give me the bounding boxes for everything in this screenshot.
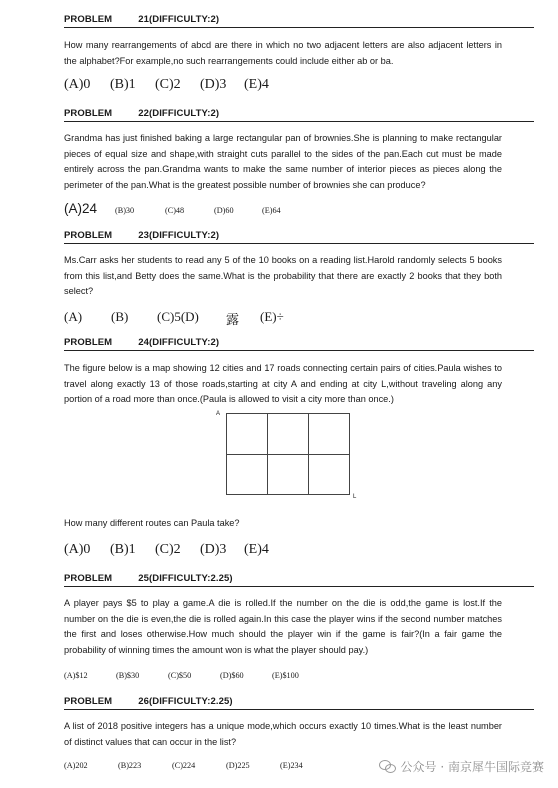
problem-label: PROBLEM <box>64 14 113 25</box>
problem-21-text: How many rearrangements of abcd are there in which no two adjacent letters are also adjacent letters in the alphabet?For example,no such rearrangements could include either ab or ba. <box>64 40 502 66</box>
choice-e: (E)$100 <box>272 671 299 680</box>
choice-c: (C)2 <box>155 542 181 557</box>
choice-e: (E)234 <box>280 761 303 770</box>
city-a-label: A <box>216 411 221 417</box>
problem-label: PROBLEM <box>64 696 113 707</box>
choice-a: (A) <box>64 309 83 324</box>
problem-24-text: The figure below is a map showing 12 cities and 17 roads connecting certain pairs of cities.Paula wishes to travel along exactly 13 of those roads,starting at city A and ending at city L,without traveling along any portion of a road more than once.(Paula is allowed to visit a city more than once.) <box>64 363 502 404</box>
problem-label: PROBLEM <box>64 573 113 584</box>
choice-e: (E)4 <box>244 542 269 557</box>
choice-c: (C)2 <box>155 77 181 92</box>
problem-26-header <box>64 696 534 710</box>
problem-number: 22(DIFFICULTY:2) <box>138 108 220 119</box>
choice-d: (D)$60 <box>220 671 244 680</box>
problem-25-header <box>64 573 534 587</box>
choice-b: (B)1 <box>110 77 136 92</box>
problem-26-text: A list of 2018 positive integers has a unique mode,which occurs exactly 10 times.What is the least number of distinct values that can occur in the list? <box>64 721 502 747</box>
choice-a: (A)0 <box>64 542 91 557</box>
choice-b: (B)223 <box>118 761 142 770</box>
choice-a: (A)$12 <box>64 671 88 680</box>
choice-c-d: (C)5(D) <box>157 309 199 324</box>
problem-23-header <box>64 230 534 244</box>
city-map-grid <box>226 413 350 495</box>
problem-label: PROBLEM <box>64 230 113 241</box>
choice-a: (A)24 <box>64 201 98 216</box>
choice-a: (A)0 <box>64 77 91 92</box>
choice-c: (C)224 <box>172 761 196 770</box>
choice-e: (E)4 <box>244 77 269 92</box>
watermark-text: 公众号 · 南京犀牛国际竞赛 <box>400 759 544 774</box>
problem-21-header <box>64 14 534 28</box>
choice-b: (B)1 <box>110 542 136 557</box>
problem-23-text: Ms.Carr asks her students to read any 5 of the 10 books on a reading list.Harold randomly selects 5 books from this list,and Betty does the same.What is the probability that there are exactly 2 books that they both select? <box>64 255 502 296</box>
choice-d: (D)225 <box>226 761 250 770</box>
choice-b: (B)$30 <box>116 671 140 680</box>
choice-a: (A)202 <box>64 761 88 770</box>
choice-e: (E)÷ <box>260 309 284 324</box>
problem-22-header <box>64 108 534 122</box>
wechat-icon <box>379 759 397 773</box>
problem-number: 25(DIFFICULTY:2.25) <box>138 573 233 584</box>
choice-d-glyph: 露 <box>226 312 240 327</box>
city-l-label: L <box>353 494 357 500</box>
problem-24-question: How many different routes can Paula take? <box>64 518 240 528</box>
choice-b: (B)30 <box>115 206 135 215</box>
choice-e: (E)64 <box>262 206 281 215</box>
problem-number: 24(DIFFICULTY:2) <box>138 337 220 348</box>
problem-22-text: Grandma has just finished baking a large rectangular pan of brownies.She is planning to make rectangular pieces of equal size and shape,with straight cuts parallel to the sides of the pan.Each cut must be made entirely across the pan.Grandma wants to make the same number of interior pieces as pieces along the perimeter of the pan.What is the greatest possible number of brownies she can produce? <box>64 133 502 190</box>
problem-number: 23(DIFFICULTY:2) <box>138 230 220 241</box>
problem-label: PROBLEM <box>64 337 113 348</box>
choice-c: (C)48 <box>165 206 185 215</box>
choice-d: (D)3 <box>200 542 227 557</box>
problem-number: 26(DIFFICULTY:2.25) <box>138 696 233 707</box>
problem-25-text: A player pays $5 to play a game.A die is rolled.If the number on the die is odd,the game is lost.If the number on the die is even,the die is rolled again.In this case the player wins if the second number matches the first and loses otherwise.How much should the player win if the game is fair?(In a fair game the probability of winning times the amount won is what the player should pay.) <box>64 598 502 655</box>
problem-label: PROBLEM <box>64 108 113 119</box>
choice-d: (D)3 <box>200 77 227 92</box>
choice-c: (C)$50 <box>168 671 192 680</box>
problem-number: 21(DIFFICULTY:2) <box>138 14 220 25</box>
problem-24-header <box>64 337 534 351</box>
grid-line <box>227 454 349 455</box>
choice-d: (D)60 <box>214 206 234 215</box>
choice-b: (B) <box>111 309 129 324</box>
wechat-watermark <box>379 756 544 776</box>
